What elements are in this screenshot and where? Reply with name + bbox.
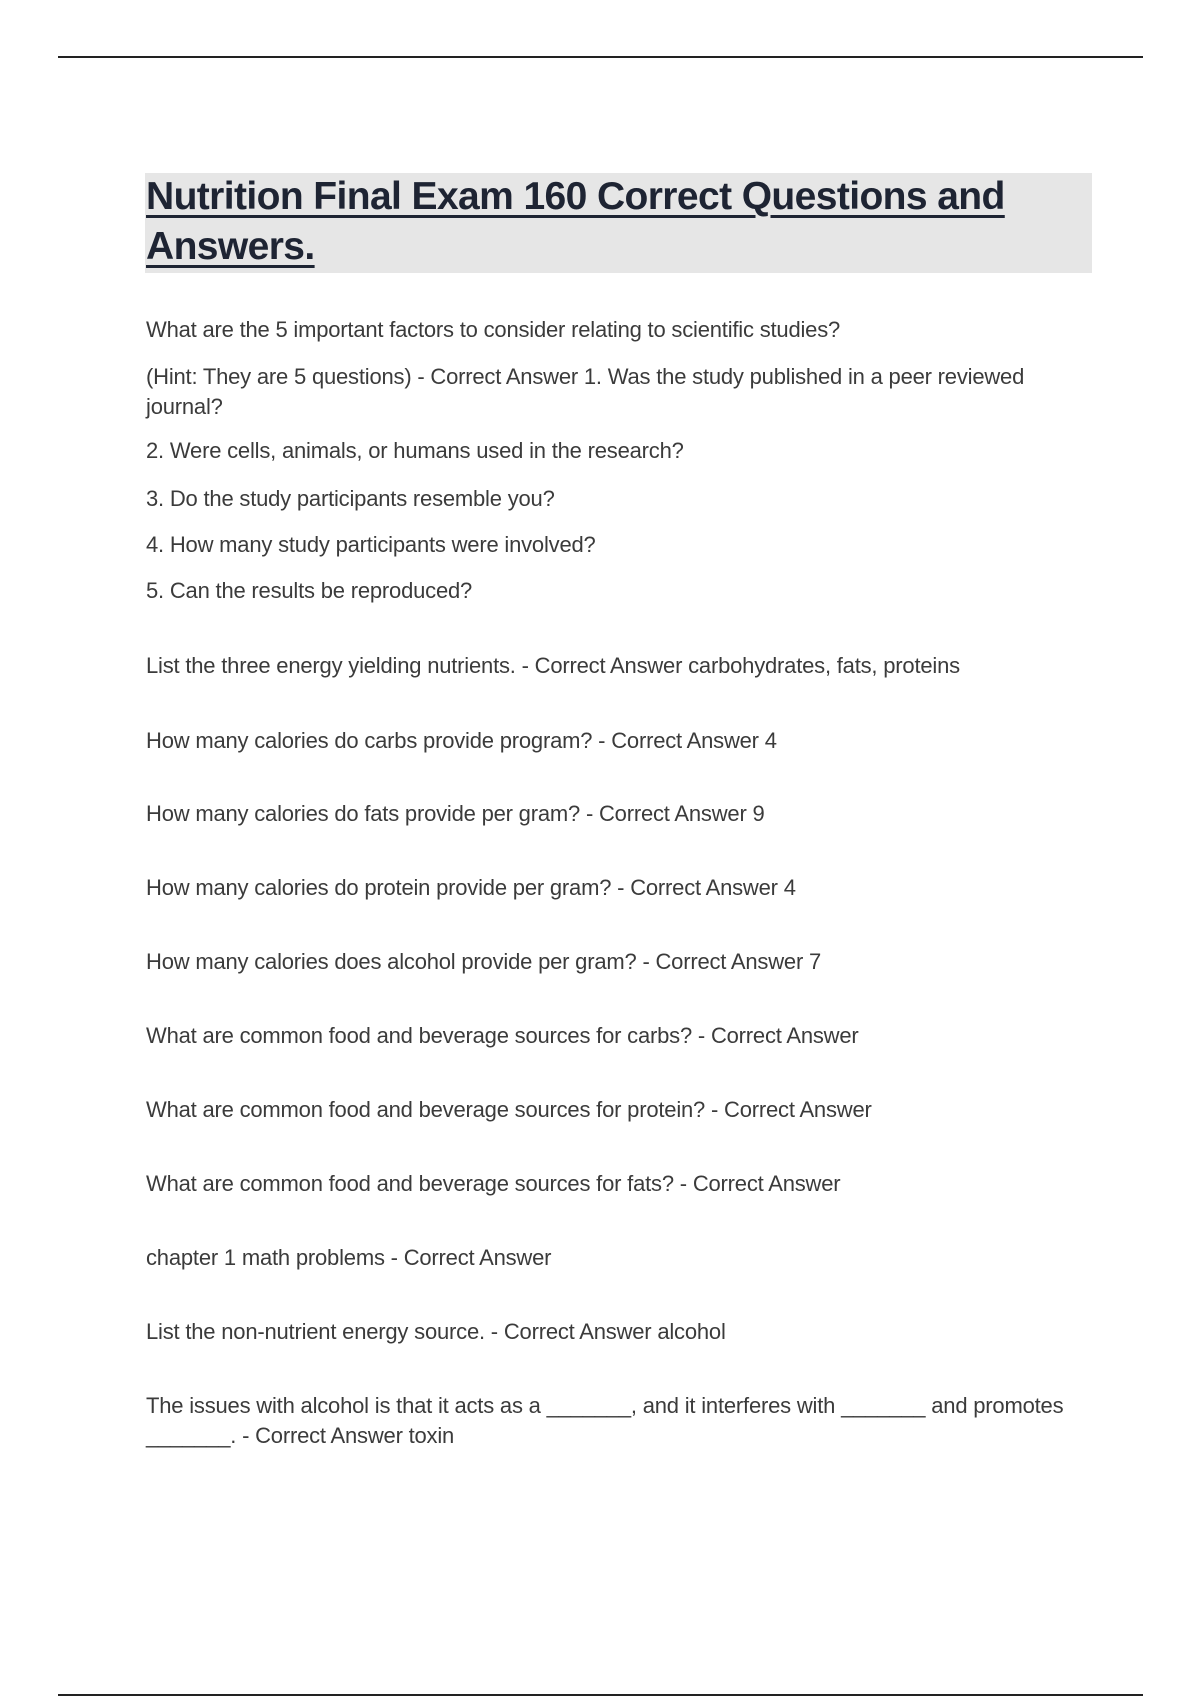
- bottom-divider: [58, 1694, 1143, 1696]
- qa-item: How many calories does alcohol provide per gram? - Correct Answer 7: [146, 949, 822, 974]
- answer-list-item: 5. Can the results be reproduced?: [146, 578, 473, 603]
- qa-item: List the non-nutrient energy source. - Correct Answer alcohol: [146, 1319, 726, 1344]
- qa-item: How many calories do carbs provide program? - Correct Answer 4: [146, 728, 777, 753]
- answer-list-item: 2. Were cells, animals, or humans used in the research?: [146, 438, 684, 463]
- qa-item: List the three energy yielding nutrients. - Correct Answer carbohydrates, fats, proteins: [146, 653, 960, 678]
- qa-item: What are common food and beverage sources for carbs? - Correct Answer: [146, 1023, 859, 1048]
- qa-item: How many calories do protein provide per gram? - Correct Answer 4: [146, 875, 796, 900]
- document-title: Nutrition Final Exam 160 Correct Questions and Answers.: [146, 175, 1005, 268]
- qa-item: What are common food and beverage sources for protein? - Correct Answer: [146, 1097, 872, 1122]
- qa-item: What are common food and beverage sources for fats? - Correct Answer: [146, 1171, 841, 1196]
- top-divider: [58, 56, 1143, 58]
- qa-item: chapter 1 math problems - Correct Answer: [146, 1245, 552, 1270]
- answer-list-item: 4. How many study participants were involved?: [146, 532, 596, 557]
- qa-item: The issues with alcohol is that it acts as a _______, and it interferes with _______ and promotes _______. - Correct Answer toxin: [146, 1393, 1064, 1448]
- qa-item: How many calories do fats provide per gram? - Correct Answer 9: [146, 801, 765, 826]
- answer-text: (Hint: They are 5 questions) - Correct Answer 1. Was the study published in a peer reviewed journal?: [146, 364, 1025, 419]
- answer-list-item: 3. Do the study participants resemble you?: [146, 486, 555, 511]
- question-text: What are the 5 important factors to consider relating to scientific studies?: [146, 317, 841, 342]
